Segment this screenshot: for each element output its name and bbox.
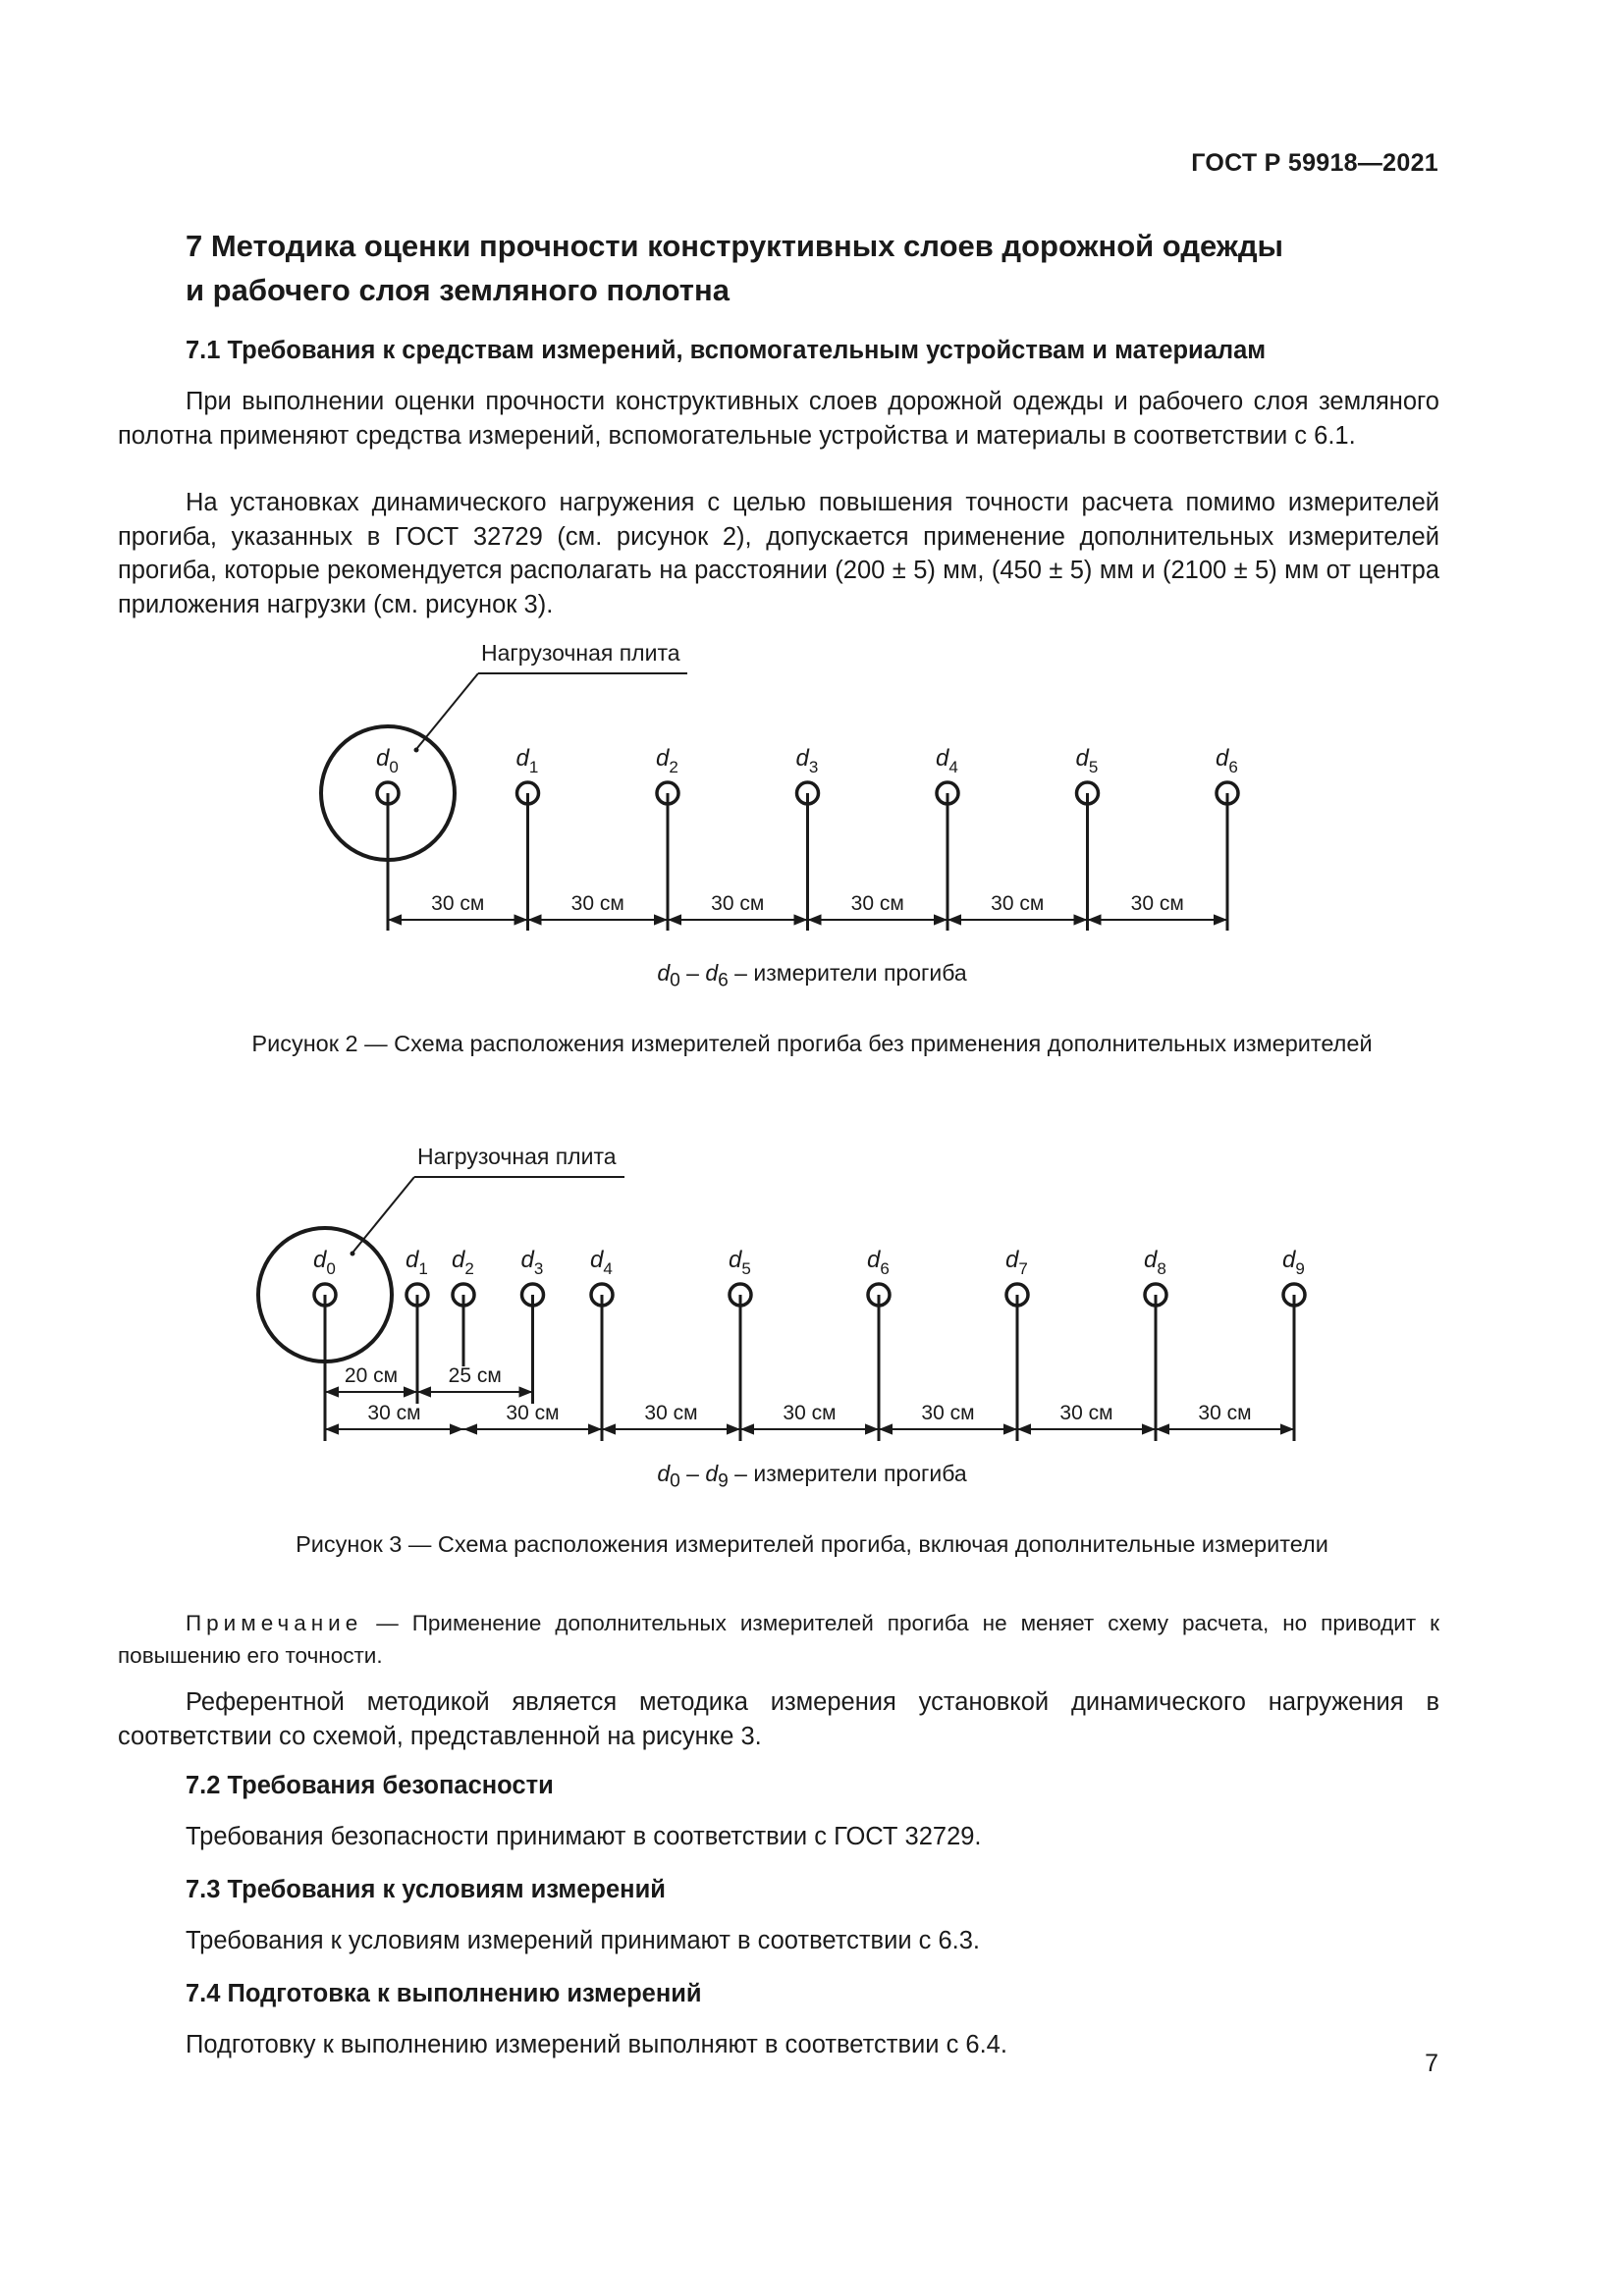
figure-3-sensor-d8-label-letter: d [1144,1247,1158,1273]
figure-3-sensor-d9-label [1282,1247,1305,1278]
figure-2-sensor-d3-label-letter: d [795,745,809,772]
figure-3-sensor-d6-label-sub: 6 [880,1259,890,1278]
figure-3-caption: Рисунок 3 — Схема расположения измерителей прогиба, включая дополнительные измерители [296,1531,1328,1557]
figure-2-sensors [376,745,1238,931]
section-7-2-heading: 7.2 Требования безопасности [186,1772,554,1799]
figure-2-sensor-d2-label-sub: 2 [669,758,678,776]
figure-2-legend-text: – измерители прогиба [728,960,967,986]
figure-3-sensor-d9-label-letter: d [1282,1247,1296,1273]
figure-2-dim-2-label: 30 см [570,892,624,915]
figure-2-sensor-d0-label-sub: 0 [389,758,399,776]
figure-3-upper-dim-1-label: 20 см [344,1364,399,1387]
figure-3-sensor-d3-label-letter: d [520,1247,534,1273]
figure-3-sensor-d5-label [729,1247,751,1278]
figure-3-legend-dash: – [679,1461,706,1486]
page-number: 7 [1425,2050,1438,2077]
figure-2-legend-a-sub: 0 [670,970,680,991]
note [118,1607,1439,1672]
section-7-title-line1: 7 Методика оценки прочности конструктивных слоев дорожной одежды [186,229,1283,263]
figure-3-lower-dim-1-label: 30 см [367,1402,421,1424]
reference-paragraph [118,1685,1439,1753]
document-header-id: ГОСТ Р 59918—2021 [1191,149,1438,177]
figure-3 [258,1144,1305,1441]
section-7-2-text: Требования безопасности принимают в соответствии с ГОСТ 32729. [186,1823,982,1850]
figure-3-sensor-d1-label-letter: d [406,1247,419,1273]
figure-2-sensor-d1-label [516,745,539,776]
section-7-1-paragraph-1-text: При выполнении оценки прочности конструктивных слоев дорожной одежды и рабочего слоя земляного полотна применяют средства измерений, вспомогательные устройства и материалы в соответствии с 6.1. [118,388,1439,450]
figure-3-legend [0,1461,1624,1493]
figure-2-sensor-d2-label [656,745,678,776]
figure-3-sensor-d1-label [406,1247,428,1278]
section-7-title-line2: и рабочего слоя земляного полотна [186,273,730,307]
figure-2-sensor-d3-label-sub: 3 [808,758,819,776]
figure-3-lower-dim-7-label: 30 см [1198,1402,1252,1424]
figure-3-sensor-d4-label [590,1247,613,1278]
figure-2-dim-6-label: 30 см [1130,892,1184,915]
figure-3-upper-dim-2-label: 25 см [448,1364,502,1387]
figure-2-sensor-d6-label [1216,745,1238,776]
figure-2-legend-b: d [705,960,719,986]
figure-2-dim-5-label: 30 см [991,892,1045,915]
figure-3-sensor-d8-label [1144,1247,1166,1278]
section-7-3-text: Требования к условиям измерений принимают в соответствии с 6.3. [186,1927,981,1954]
figure-2-sensor-d1-label-sub: 1 [528,758,539,776]
figure-3-lower-dim-5-label: 30 см [921,1402,975,1424]
figure-3-sensor-d8-label-sub: 8 [1157,1259,1166,1278]
figure-3-dimensions [325,1364,1294,1429]
figure-2-sensor-d1-label-letter: d [515,745,529,772]
figure-3-legend-b: d [705,1461,719,1486]
figure-3-sensor-d2-label-sub: 2 [464,1259,474,1278]
figure-2-sensor-d6-label-sub: 6 [1228,758,1238,776]
figure-3-plate-label: Нагрузочная плита [417,1144,617,1169]
figure-2-sensor-d5-label-sub: 5 [1088,758,1099,776]
figure-3-legend-text: – измерители прогиба [728,1461,967,1486]
section-7-4-heading: 7.4 Подготовка к выполнению измерений [186,1980,702,2007]
figure-3-legend-b-sub: 9 [718,1470,729,1492]
figure-3-sensor-d7-label-letter: d [1005,1247,1019,1273]
figure-2-sensor-d0-label [376,745,399,776]
figure-3-sensor-d0-label [313,1247,336,1278]
figure-3-sensor-d7-label [1005,1247,1028,1278]
figure-3-sensor-d4-label-sub: 4 [603,1259,613,1278]
note-label: Примечание [186,1611,363,1635]
figure-2 [321,640,1238,931]
figure-3-sensor-d1-label-sub: 1 [418,1259,428,1278]
figure-2-dim-1-label: 30 см [431,892,485,915]
figure-3-sensor-d2-label [452,1247,474,1278]
figure-3-sensor-d6-label [867,1247,890,1278]
section-7-4-text: Подготовку к выполнению измерений выполняют в соответствии с 6.4. [186,2031,1007,2058]
figure-3-sensor-d3-label-sub: 3 [533,1259,544,1278]
figure-3-legend-a-sub: 0 [670,1470,680,1492]
figure-2-sensor-d4-label-letter: d [936,745,949,772]
figure-2-legend-a: d [657,960,671,986]
figure-3-lower-dim-2-label: 30 см [506,1402,560,1424]
figure-2-sensor-d6-label-letter: d [1216,745,1229,772]
section-7-1-heading: 7.1 Требования к средствам измерений, вспомогательным устройствам и материалам [186,337,1267,364]
figure-2-sensor-d0-label-letter: d [376,745,390,772]
figure-2-sensor-d3-label [796,745,819,776]
note-text: — Применение дополнительных измерителей прогиба не меняет схему расчета, но приводит к повышению его точности. [118,1611,1439,1668]
figure-3-sensor-d6-label-letter: d [867,1247,881,1273]
figure-3-plate-leader-dot [351,1252,355,1256]
figure-3-sensor-d2-label-letter: d [452,1247,465,1273]
section-7-1-paragraph-2-text: На установках динамического нагружения с целью повышения точности расчета помимо измерителей прогиба, указанных в ГОСТ 32729 (см. рисунок 2), допускается применение дополнительных измерителей прогиба, которые рекомендуется располагать на расстоянии (200 ± 5) мм, (450 ± 5) мм и (2100 ± 5) мм от центра приложения нагрузки (см. рисунок 3). [118,489,1439,618]
figure-2-sensor-d5-label-letter: d [1075,745,1089,772]
figure-3-lower-dim-4-label: 30 см [783,1402,837,1424]
figure-3-sensor-d0-label-sub: 0 [326,1259,336,1278]
figure-2-legend-dash: – [679,960,706,986]
figure-3-sensor-d3-label [521,1247,544,1278]
figure-2-dim-4-label: 30 см [850,892,904,915]
figure-3-sensor-d9-label-sub: 9 [1295,1259,1305,1278]
figure-2-legend-b-sub: 6 [718,970,729,991]
figure-2-caption: Рисунок 2 — Схема расположения измерителей прогиба без применения дополнительных измерителей [251,1031,1373,1056]
figure-2-sensor-d5-label [1076,745,1099,776]
section-7-3-heading: 7.3 Требования к условиям измерений [186,1876,666,1903]
figure-2-plate-leader-dot [414,748,419,753]
figure-3-sensor-d5-label-sub: 5 [741,1259,751,1278]
figure-2-dim-3-label: 30 см [711,892,765,915]
figure-3-sensor-d0-label-letter: d [313,1247,327,1273]
figure-2-sensor-d2-label-letter: d [656,745,670,772]
figure-2-sensor-d4-label-sub: 4 [948,758,958,776]
figure-3-sensor-d4-label-letter: d [590,1247,604,1273]
figure-2-plate-label: Нагрузочная плита [481,640,680,666]
figure-2-sensor-d4-label [936,745,958,776]
figure-2-legend [0,960,1624,992]
figure-3-legend-a: d [657,1461,671,1486]
reference-paragraph-text: Референтной методикой является методика измерения установкой динамического нагружения в соответствии со схемой, представленной на рисунке 3. [118,1688,1439,1750]
figure-3-lower-dim-6-label: 30 см [1059,1402,1113,1424]
figure-3-sensor-d5-label-letter: d [729,1247,742,1273]
figure-3-sensor-d7-label-sub: 7 [1018,1259,1028,1278]
figure-3-lower-dim-3-label: 30 см [644,1402,698,1424]
